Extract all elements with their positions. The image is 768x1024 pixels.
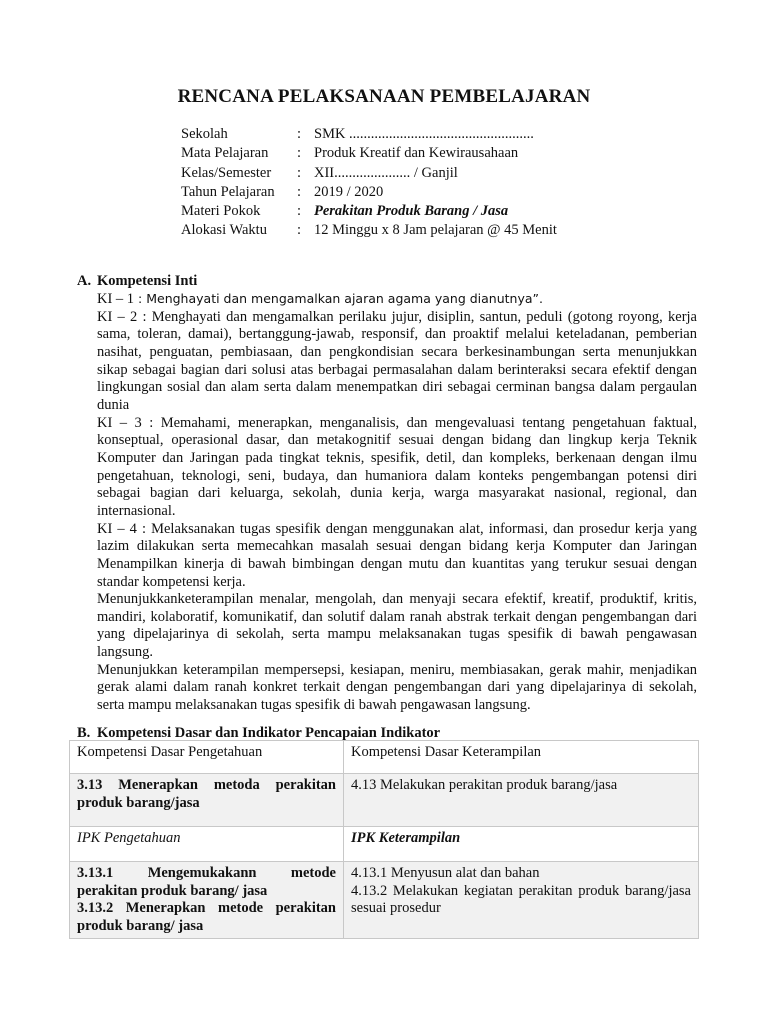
section-body [97,290,697,715]
ipk-skill-cell [344,862,699,939]
info-label: Alokasi Waktu [181,222,267,239]
info-colon: : [297,126,302,142]
ki-2: KI – 2 : Menghayati dan mengamalkan perilaku jujur, disiplin, santun, peduli (gotong royong, kerja sama, toleran, damai), bertanggung-jawab, responsif, dan proaktif melalui keteladanan, pemberian nasihat, penguatan, pembiasaan, dan pengkondisian secara berkesinambungan serta menunjukkan sikap sebagai bagian dari solusi atas berbagai permasalahan dalam berinteraksi secara efektif dengan lingkungan sosial dan alam serta dalam menempatkan diri sebagai cerminan bangsa dalam pergaulan dunia [97,308,697,413]
section-core-competence [77,272,697,715]
indicator-4-13-2: 4.13.2 Melakukan kegiatan perakitan produk barang/jasa sesuai prosedur [351,882,691,917]
section-number: B. [77,725,91,741]
indicator-4-13-1: 4.13.1 Menyusun alat dan bahan [351,865,540,881]
skill-paragraph-abstract: Menunjukkanketerampilan menalar, mengolah, dan menyaji secara efektif, kreatif, produktif, kritis, mandiri, kolaboratif, komunikatif, dan solutif dalam ranah abstrak terkait dengan pengembangan dari yang dipelajarinya di sekolah, serta mampu melaksanakan tugas spesifik di bawah pengawasan langsung. [97,591,697,661]
info-row-school [181,125,557,144]
info-label: Sekolah [181,126,228,142]
competence-table [69,740,699,939]
indicator-text: 3.13.1 Mengemukakann metode perakitan produk barang/ jasa [77,865,336,899]
ipk-knowledge-header: IPK Pengetahuan [70,827,344,862]
document-title: RENCANA PELAKSANAAN PEMBELAJARAN [177,86,591,107]
table-header-cell: Kompetensi Dasar Keterampilan [344,741,699,774]
ki-1-prefix: KI – 1 [97,291,135,307]
section-title: Kompetensi Dasar dan Indikator Pencapaian Indikator [97,725,441,741]
ki-1 [97,290,697,309]
skill-paragraph-concrete: Menunjukkan keterampilan mempersepsi, kesiapan, meniru, membiasakan, gerak mahir, menjadikan gerak alami dalam ranah konkret terkait dengan pengembangan dari yang dipelajarinya di sekolah, serta mampu melaksanakan tugas spesifik di bawah pengawasan langsung. [97,661,697,714]
indicator-3-13-2 [77,900,336,935]
section-heading [77,272,697,290]
ki-1-text: : Menghayati dan mengamalkan ajaran agama yang dianutnya”. [134,291,543,306]
ki-3: KI – 3 : Memahami, menerapkan, menganalisis, dan mengevaluasi tentang pengetahuan faktual, konseptual, operasional dasar, dan metakognitif sesuai dengan bidang dan lingkup kerja Teknik Komputer dan Jaringan pada tingkat teknis, spesifik, detil, dan kompleks, berkenaan dengan ilmu pengetahuan, teknologi, seni, budaya, dan humaniora dalam konteks pengembangan potensi diri sebagai bagian dari keluarga, sekolah, dunia kerja, warga masyarakat nasional, regional, dan internasional. [97,414,697,519]
info-row-topic [181,202,557,221]
ipk-skill-header: IPK Keterampilan [344,827,699,862]
ki-4: KI – 4 : Melaksanakan tugas spesifik dengan menggunakan alat, informasi, dan prosedur kerja yang lazim dilakukan serta memecahkan masalah sesuai dengan bidang kerja Komputer dan Jaringan Menampilkan kinerja di bawah bimbingan dengan mutu dan kuantitas yang terukur sesuai dengan standar kompetensi kerja. [97,520,697,590]
kd-skill-cell: 4.13 Melakukan perakitan produk barang/jasa [344,774,699,827]
info-value: 12 Minggu x 8 Jam pelajaran @ 45 Menit [314,222,557,239]
info-colon: : [297,164,302,181]
info-colon: : [297,203,302,220]
info-colon: : [297,222,302,239]
indicator-text: 3.13.2 Menerapkan metode perakitan produk barang/ jasa [77,900,336,934]
info-row-year [181,183,557,202]
info-value: XII..................... / Ganjil [314,164,458,181]
info-value: Perakitan Produk Barang / Jasa [314,203,509,220]
info-label: Kelas/Semester [181,164,272,181]
table-row [70,741,699,774]
kd-knowledge-cell: 3.13 Menerapkan metoda perakitan produk barang/jasa [70,774,344,827]
info-label: Mata Pelajaran [181,145,269,162]
info-colon: : [297,145,302,162]
info-row-time [181,221,557,240]
info-value: Produk Kreatif dan Kewirausahaan [314,145,519,162]
info-value: 2019 / 2020 [314,183,384,200]
info-colon: : [297,183,302,200]
table-header-cell: Kompetensi Dasar Pengetahuan [70,741,344,774]
table-row [70,862,699,939]
table-row [70,774,699,827]
section-number: A. [77,273,92,289]
info-row-subject [181,144,557,163]
info-label: Tahun Pelajaran [181,183,275,200]
table-row [70,827,699,862]
identity-block [181,125,557,241]
info-label: Materi Pokok [181,203,261,220]
indicator-3-13-1 [77,865,336,900]
info-value: SMK ................................................... [314,126,534,142]
section-title: Kompetensi Inti [97,273,198,289]
ipk-knowledge-cell [70,862,344,939]
info-row-class [181,164,557,183]
